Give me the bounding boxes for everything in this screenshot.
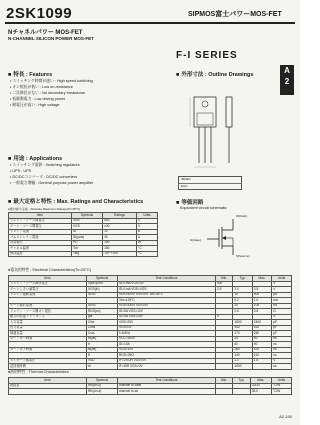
outline-title: ■ 外形寸法 : Outline Drawings xyxy=(176,70,253,78)
table-cell: pF xyxy=(272,325,292,331)
table-cell: チャネル温度 xyxy=(9,246,72,252)
absolute-max-subtitle: ●絶対最大定格 : Absolute Maximum Ratings(Tc=25°C) xyxy=(8,207,81,211)
table-cell: gfs xyxy=(87,314,118,320)
electrical-title: ●電気的特性 : Electrical Characteristics(Tc=25°C) xyxy=(8,268,92,272)
table-cell: V xyxy=(137,224,158,230)
column-header: Symbols xyxy=(87,276,118,282)
table-cell: A xyxy=(137,235,158,241)
table-cell: pF xyxy=(272,331,292,337)
table-cell: VDS=25V xyxy=(118,320,216,326)
page-number: A2-190 xyxy=(279,414,292,419)
table-cell: 340 xyxy=(233,325,252,331)
table-cell: 3.5 xyxy=(252,287,271,293)
table-cell: W xyxy=(137,240,158,246)
column-header: Ratings xyxy=(103,213,137,219)
table-cell xyxy=(216,389,233,395)
table-cell: VCC=300V xyxy=(118,336,216,342)
table-cell: 入力容量 xyxy=(9,320,87,326)
table-cell: VSD xyxy=(87,358,118,364)
column-header: Units xyxy=(137,213,158,219)
table-cell: ns xyxy=(272,336,292,342)
table-cell: 150 xyxy=(103,240,137,246)
table-cell: Rth(ch-a) xyxy=(87,389,118,395)
table-cell: 1000 xyxy=(233,364,252,370)
table-row xyxy=(9,389,292,395)
table-cell: 0.2 xyxy=(233,298,252,304)
mosfet-symbol-icon xyxy=(205,215,250,257)
table-cell: ドレイン電流 xyxy=(9,229,72,235)
table-cell: 500 xyxy=(103,218,137,224)
table-cell: VGS=±30V VDS=0V xyxy=(118,303,216,309)
application-item: • スイッチング電源 : Switching regulators xyxy=(10,162,80,169)
table-cell: ID=5A VDS=25V xyxy=(118,314,216,320)
application-item: • UPS : UPS xyxy=(10,168,31,175)
table-cell: Rth(ch-c) xyxy=(87,383,118,389)
table-cell: 10 xyxy=(233,292,252,298)
table-cell: ゲート・ソース間電圧 xyxy=(9,224,72,230)
section-tab-letter: A xyxy=(284,66,290,75)
table-cell: VDS=500V VGS=0V Tch=25°C xyxy=(118,292,216,298)
circuit-subtitle: Equivalent circuit schematic xyxy=(180,206,227,210)
column-header: Units xyxy=(271,378,291,384)
table-cell: RDS(on) xyxy=(87,309,118,315)
electrical-table xyxy=(8,275,292,370)
table-cell: Tstg xyxy=(72,251,103,257)
table-cell: 140 xyxy=(233,353,252,359)
table-cell: °C xyxy=(137,251,158,257)
table-cell: 0.6 xyxy=(233,309,252,315)
column-header: Item xyxy=(9,378,87,384)
table-cell: td(on) xyxy=(87,336,118,342)
table-cell: ID=5A VGS=10V xyxy=(118,309,216,315)
table-cell: ドレイン・ソース間電圧 xyxy=(9,218,72,224)
table-cell: mA xyxy=(272,298,292,304)
table-cell xyxy=(216,364,233,370)
table-cell: ID=1mA VGS=0V xyxy=(118,281,216,287)
column-header: Item xyxy=(9,276,87,282)
table-cell: 90 xyxy=(252,342,271,348)
table-cell: 帰還容量 xyxy=(9,331,87,337)
column-header: Units xyxy=(272,276,292,282)
table-cell: ns xyxy=(272,342,292,348)
table-cell: tr xyxy=(87,342,118,348)
table-cell: nA xyxy=(272,303,292,309)
feature-item: • スイッチング時間が速い : High speed switching xyxy=(10,78,93,85)
table-cell: ns xyxy=(272,347,292,353)
table-cell: 100 xyxy=(252,303,271,309)
table-cell: V xyxy=(272,281,292,287)
table-cell: S xyxy=(272,314,292,320)
table-cell: channel to air xyxy=(118,389,216,395)
max-ratings-title: ■ 最大定格と特性 : Max. Ratings and Characteristics xyxy=(8,197,143,205)
table-cell: ID(puls) xyxy=(72,235,103,241)
section-tab xyxy=(280,65,294,95)
table-cell: 150 xyxy=(103,246,137,252)
jedec-label: JEDEC xyxy=(179,177,241,184)
table-cell: ID=1mA VDS=VGS xyxy=(118,287,216,293)
part-number: 2SK1099 xyxy=(6,5,73,22)
table-cell: 逆回復時間 xyxy=(9,364,87,370)
table-cell xyxy=(9,389,87,395)
table-cell: IGSS xyxy=(87,303,118,309)
table-cell: 500 xyxy=(252,292,271,298)
table-cell: 170 xyxy=(233,331,252,337)
table-cell: IF=IDR VGS=0V xyxy=(118,364,216,370)
table-cell: ID xyxy=(72,229,103,235)
table-cell: V xyxy=(272,358,292,364)
outline-drawing xyxy=(188,93,244,171)
table-cell: ns xyxy=(272,353,292,359)
table-cell: Crss xyxy=(87,331,118,337)
table-cell: tf xyxy=(87,353,118,359)
device-type-en: N-CHANNEL SILICON POWER MOS-FET xyxy=(8,36,94,41)
table-cell: 0.8 xyxy=(252,309,271,315)
table-cell: パルスドレイン電流 xyxy=(9,235,72,241)
table-cell: ドレイン・ソース間オン抵抗 xyxy=(9,309,87,315)
table-cell: 1.0 xyxy=(252,298,271,304)
table-cell: ns xyxy=(272,364,292,370)
feature-item: • 二次降伏がない : No secondary breakdown xyxy=(10,90,85,97)
table-cell: ドレイン遮断電流 xyxy=(9,292,87,298)
table-cell: VGS=10V xyxy=(118,347,216,353)
table-cell: 420 xyxy=(252,347,271,353)
table-cell: V(BR)DSS xyxy=(87,281,118,287)
table-cell: ターンオン時間 xyxy=(9,336,87,342)
header-rule xyxy=(5,22,295,24)
series-title: F-I SERIES xyxy=(176,50,238,61)
table-cell: 40 xyxy=(103,235,137,241)
package-standard-table xyxy=(178,176,242,190)
device-type-jp: Nチャネルパワー MOS-FET xyxy=(8,30,83,36)
table-cell: IDSS xyxy=(87,292,118,298)
application-item: • DC/DCコンバータ : DC/DC converters xyxy=(10,174,77,181)
column-header: Test Conditions xyxy=(118,378,216,384)
table-cell: 280 xyxy=(233,347,252,353)
table-cell: 260 xyxy=(252,331,271,337)
table-cell: VDS xyxy=(72,218,103,224)
column-header: Symbols xyxy=(87,378,118,384)
features-title: ■ 特長 : Features xyxy=(8,70,52,78)
table-cell: 40 xyxy=(252,336,271,342)
max-ratings-table xyxy=(8,212,158,257)
source-label: S(Source) xyxy=(236,254,250,258)
table-cell: 500 xyxy=(216,281,233,287)
table-cell: ±30 xyxy=(103,224,137,230)
table-row xyxy=(9,251,158,257)
section-tab-number: 2 xyxy=(284,77,290,86)
table-cell: 0.833 xyxy=(250,383,271,389)
column-header: Typ. xyxy=(233,276,252,282)
table-cell: A xyxy=(137,229,158,235)
table-cell: channel to case xyxy=(118,383,216,389)
table-cell: ID=10A xyxy=(118,342,216,348)
table-cell: ドレイン・ソース降伏電圧 xyxy=(9,281,87,287)
table-cell: μA xyxy=(272,292,292,298)
brand-title: SIPMOS富士パワーMOS-FET xyxy=(188,11,282,18)
table-cell: °C/W xyxy=(271,383,291,389)
table-cell: 10 xyxy=(233,303,252,309)
table-cell: 順方向伝達アドミタンス xyxy=(9,314,87,320)
table-cell: V xyxy=(272,287,292,293)
table-cell: VGS xyxy=(72,224,103,230)
table-cell: 25 xyxy=(233,336,252,342)
table-cell: Tch=125°C xyxy=(118,298,216,304)
drain-label: D(Drain) xyxy=(236,214,248,218)
table-cell: -55~+150 xyxy=(103,251,137,257)
table-cell: °C/W xyxy=(271,389,291,395)
table-cell: ゲートしきい値電圧 xyxy=(9,287,87,293)
table-cell: 2400 xyxy=(252,320,271,326)
table-cell: td(off) xyxy=(87,347,118,353)
table-cell: 2.5 xyxy=(216,287,233,293)
feature-item: • 耐電圧が高い : High voltage xyxy=(10,102,59,109)
table-cell: °C xyxy=(137,246,158,252)
column-header: Min. xyxy=(216,276,233,282)
table-cell: Tch xyxy=(72,246,103,252)
column-header: Item xyxy=(9,213,72,219)
column-header: Min. xyxy=(216,378,233,384)
table-cell: 210 xyxy=(252,353,271,359)
table-cell: 1.6 xyxy=(252,358,271,364)
table-cell: 4 xyxy=(216,314,233,320)
feature-item: • 低駆動電力 : Low driving power xyxy=(10,96,65,103)
table-cell: 許容損失 xyxy=(9,240,72,246)
table-cell: 1800 xyxy=(233,320,252,326)
gate-label: G(Gate) xyxy=(190,238,201,242)
table-cell: VGS=0V xyxy=(118,325,216,331)
table-cell: 10 xyxy=(103,229,137,235)
column-header: Max. xyxy=(250,378,271,384)
table-cell: trr xyxy=(87,364,118,370)
table-cell: f=1MHz xyxy=(118,331,216,337)
table-cell: VGS(th) xyxy=(87,287,118,293)
table-cell: PD xyxy=(72,240,103,246)
feature-item: • オン抵抗が低い : Low on-resistance xyxy=(10,84,73,91)
column-header: Symbols xyxy=(72,213,103,219)
circuit-title: ■ 等価回路 xyxy=(176,198,203,206)
column-header: Typ. xyxy=(233,378,250,384)
application-item: • 一般電力増幅 : General purpose power amplifier xyxy=(10,180,93,187)
table-cell: Ciss xyxy=(87,320,118,326)
applications-title: ■ 用途 : Applications xyxy=(8,154,62,162)
table-cell: ゲート漏れ電流 xyxy=(9,303,87,309)
table-cell: Coss xyxy=(87,325,118,331)
table-cell: Ω xyxy=(272,309,292,315)
thermal-table xyxy=(8,377,292,395)
table-cell xyxy=(233,389,250,395)
column-header: Test Conditions xyxy=(118,276,216,282)
table-cell: ダイオード順電圧 xyxy=(9,358,87,364)
thermal-title: ●熱的特性 : Thermal Characteristics xyxy=(8,370,69,374)
eiaj-label: EIAJ xyxy=(181,183,188,188)
table-cell: 熱抵抗 xyxy=(9,383,87,389)
table-cell: RGS=25Ω xyxy=(118,353,216,359)
table-cell: 3.0 xyxy=(233,287,252,293)
table-cell: IF=2×IDR VGS=0V xyxy=(118,358,216,364)
table-row xyxy=(9,364,292,370)
table-cell: 出力容量 xyxy=(9,325,87,331)
table-cell: 60 xyxy=(233,342,252,348)
table-cell: pF xyxy=(272,320,292,326)
table-cell xyxy=(252,364,271,370)
table-cell: 保存温度 xyxy=(9,251,72,257)
table-cell: ターンオフ時間 xyxy=(9,347,87,353)
column-header: Max. xyxy=(252,276,271,282)
table-cell: 1.1 xyxy=(233,358,252,364)
table-cell: 35.0 xyxy=(250,389,271,395)
table-cell: 520 xyxy=(252,325,271,331)
table-cell: V xyxy=(137,218,158,224)
